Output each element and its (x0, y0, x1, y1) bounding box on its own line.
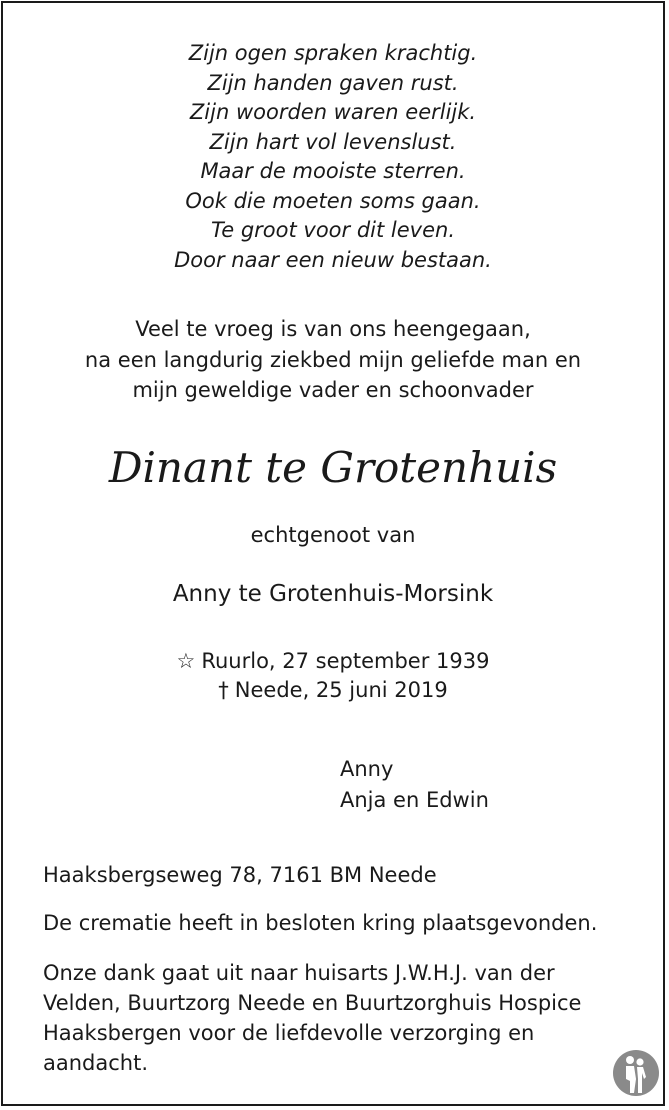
intro-line: mijn geweldige vader en schoonvader (132, 378, 534, 402)
poem-line: Zijn hart vol levenslust. (209, 129, 457, 154)
life-dates (3, 647, 663, 705)
thanks-line: Onze dank gaat uit naar huisarts J.W.H.J. van der (43, 961, 555, 985)
thanks-line: Haaksbergen voor de liefdevolle verzorging en (43, 1021, 535, 1045)
thanks-line: aandacht. (43, 1051, 149, 1075)
cremation-notice: De crematie heeft in besloten kring plaatsgevonden. (43, 911, 598, 935)
intro-line: Veel te vroeg is van ons heengegaan, (135, 317, 531, 341)
poem-line: Maar de mooiste sterren. (200, 159, 466, 183)
family-names (340, 754, 489, 816)
intro-line: na een langdurig ziekbed mijn geliefde man en (84, 347, 582, 372)
poem-line: Ook die moeten soms gaan. (185, 188, 481, 213)
caregiver-figure-icon (612, 1049, 660, 1097)
thanks-paragraph (43, 958, 623, 1078)
poem (3, 39, 663, 275)
poem-line: Zijn woorden waren eerlijk. (189, 100, 477, 124)
obituary-card (1, 1, 665, 1106)
spouse-label: echtgenoot van (250, 523, 416, 547)
poem-line: Te groot voor dit leven. (211, 218, 455, 242)
family-member: Anja en Edwin (340, 788, 489, 812)
address: Haaksbergseweg 78, 7161 BM Neede (43, 863, 437, 887)
announcement-intro (3, 314, 663, 406)
logo-head-left (626, 1056, 634, 1064)
logo-head-right (636, 1058, 643, 1065)
death-row (3, 676, 663, 705)
thanks-line: Velden, Buurtzorg Neede en Buurtzorghuis Hospice (43, 991, 582, 1015)
poem-line: Zijn ogen spraken krachtig. (188, 41, 478, 65)
family-member: Anny (340, 757, 394, 781)
death-date: Neede, 25 juni 2019 (234, 678, 448, 702)
deceased-name: Dinant te Grotenhuis (108, 443, 558, 492)
cross-icon: † (218, 678, 229, 702)
star-icon: ☆ (176, 649, 196, 673)
birth-row (3, 647, 663, 676)
poem-line: Door naar een nieuw bestaan. (174, 247, 492, 272)
spouse-name: Anny te Grotenhuis-Morsink (172, 581, 494, 607)
logo-circle (613, 1050, 659, 1096)
poem-line: Zijn handen gaven rust. (207, 70, 459, 95)
birth-date: Ruurlo, 27 september 1939 (201, 649, 490, 673)
